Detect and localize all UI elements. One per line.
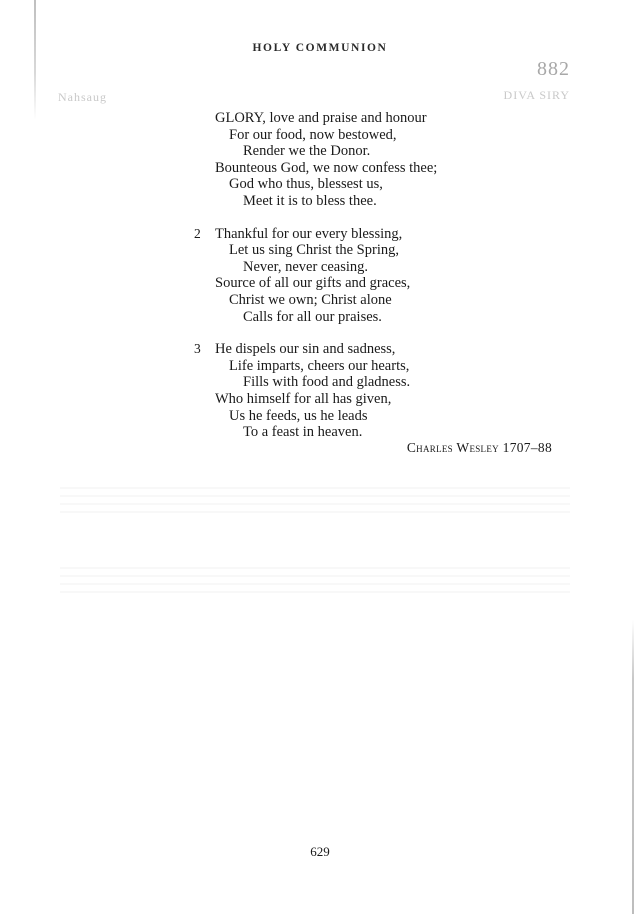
verse-line: Christ we own; Christ alone xyxy=(229,291,392,308)
verse-line: Thankful for our every blessing, xyxy=(215,225,403,242)
page-number: 629 xyxy=(310,844,330,859)
verse-line: Meet it is to bless thee. xyxy=(243,192,377,209)
verse-line: Fills with food and gladness. xyxy=(243,374,411,391)
stanza-1 xyxy=(215,110,437,210)
stanza-2 xyxy=(194,225,437,326)
verse-line: To a feast in heaven. xyxy=(243,424,363,441)
stanza-3 xyxy=(194,341,437,441)
verse-line: Never, never ceasing. xyxy=(243,258,369,275)
hymn-text xyxy=(194,110,438,457)
stanza-number: 3 xyxy=(194,341,201,357)
verse-line: GLORY, love and praise and honour xyxy=(215,110,427,126)
show-through-music-staff xyxy=(60,480,570,520)
author-dates: 1707–88 xyxy=(502,440,552,455)
author-name: Charles Wesley xyxy=(406,440,499,455)
verse-line: Life imparts, cheers our hearts, xyxy=(229,357,410,374)
verse-line: Source of all our gifts and graces, xyxy=(215,275,411,292)
verse-line: Us he feeds, us he leads xyxy=(229,407,368,424)
verse-line: He dispels our sin and sadness, xyxy=(215,341,396,358)
running-header: HOLY COMMUNION xyxy=(252,42,388,54)
show-through-hymn-number: 882 xyxy=(537,58,570,80)
show-through-text-left: Nahsaug xyxy=(58,90,107,104)
stanza-number: 2 xyxy=(194,225,201,241)
show-through-text-right: DIVA SIRY xyxy=(503,88,570,102)
verse-line: Bounteous God, we now confess thee; xyxy=(215,159,438,176)
page-edge-right xyxy=(632,620,634,914)
verse-line: God who thus, blessest us, xyxy=(229,176,383,193)
page-edge-left xyxy=(34,0,36,120)
show-through-music-staff xyxy=(60,560,570,600)
verse-line: Who himself for all has given, xyxy=(215,390,392,407)
verse-line: For our food, now bestowed, xyxy=(229,126,397,143)
verse-line: Let us sing Christ the Spring, xyxy=(229,242,399,259)
verse-line: Render we the Donor. xyxy=(243,143,371,160)
author-attribution xyxy=(407,440,552,456)
verse-line: Calls for all our praises. xyxy=(243,308,382,325)
